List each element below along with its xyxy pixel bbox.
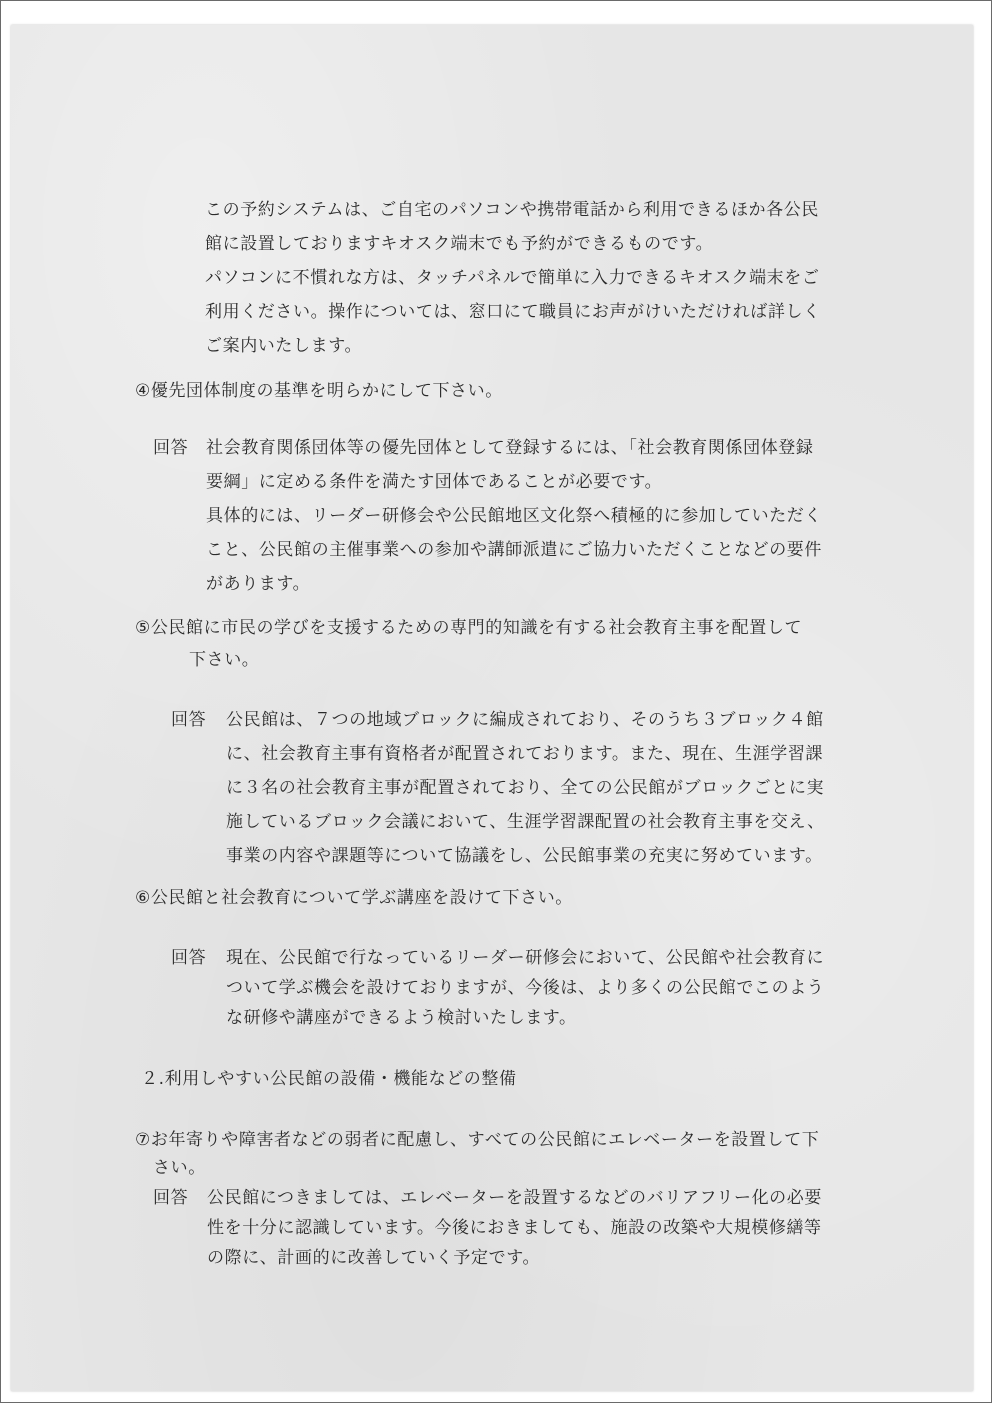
intro-line-4: 利用ください。操作については、窓口にて職員にお声がけいただければ詳しく	[205, 302, 821, 322]
q7-answer-line-1: 公民館につきましては、エレベーターを設置するなどのバリアフリー化の必要	[207, 1188, 822, 1208]
intro-line-2: 館に設置しておりますキオスク端末でも予約ができるものです。	[205, 234, 714, 254]
q7-answer-line-3: の際に、計画的に改善していく予定です。	[207, 1248, 541, 1268]
q5-question-line-2: 下さい。	[189, 650, 260, 670]
q4-answer-line-2: 要綱」に定める条件を満たす団体であることが必要です。	[206, 472, 663, 492]
q4-answer-line-3: 具体的には、リーダー研修会や公民館地区文化祭へ積極的に参加していただく	[206, 506, 822, 526]
q4-question: ④優先団体制度の基準を明らかにして下さい。	[135, 381, 503, 401]
q6-answer-line-1: 現在、公民館で行なっているリーダー研修会において、公民館や社会教育に	[226, 948, 825, 968]
q5-answer-line-5: 事業の内容や課題等について協議をし、公民館事業の充実に努めています。	[226, 846, 823, 866]
q4-answer-line-5: があります。	[206, 574, 311, 594]
q6-answer-line-3: な研修や講座ができるよう検討いたします。	[226, 1008, 577, 1028]
q7-question-line-1: ⑦お年寄りや障害者などの弱者に配慮し、すべての公民館にエレベーターを設置して下	[135, 1130, 820, 1150]
q4-answer-line-1: 社会教育関係団体等の優先団体として登録するには、「社会教育関係団体登録	[206, 438, 814, 458]
q5-answer-line-3: に３名の社会教育主事が配置されており、全ての公民館がブロックごとに実	[226, 778, 825, 798]
q5-answer-line-2: に、社会教育主事有資格者が配置されております。また、現在、生涯学習課	[226, 744, 824, 764]
q7-answer-line-2: 性を十分に認識しています。今後におきましても、施設の改築や大規模修繕等	[207, 1218, 822, 1238]
section-2-heading: ２.利用しやすい公民館の設備・機能などの整備	[141, 1069, 517, 1089]
intro-line-1: この予約システムは、ご自宅のパソコンや携帯電話から利用できるほか各公民	[205, 200, 819, 220]
q7-answer-label: 回答	[153, 1188, 189, 1208]
q6-answer-label: 回答	[171, 948, 207, 968]
q5-answer-line-1: 公民館は、７つの地域ブロックに編成されており、そのうち３ブロック４館	[226, 710, 824, 730]
q7-question-line-2: さい。	[153, 1158, 206, 1178]
q6-question: ⑥公民館と社会教育について学ぶ講座を設けて下さい。	[135, 888, 573, 908]
q6-answer-line-2: ついて学ぶ機会を設けておりますが、今後は、より多くの公民館でこのよう	[226, 978, 825, 998]
q4-answer-label: 回答	[153, 438, 189, 458]
q4-answer-line-4: こと、公民館の主催事業への参加や講師派遣にご協力いただくことなどの要件	[206, 540, 822, 560]
q5-question-line-1: ⑤公民館に市民の学びを支援するための専門的知識を有する社会教育主事を配置して	[135, 618, 803, 638]
q5-answer-label: 回答	[171, 710, 207, 730]
intro-line-5: ご案内いたします。	[205, 336, 363, 356]
intro-line-3: パソコンに不慣れな方は、タッチパネルで簡単に入力できるキオスク端末をご	[205, 268, 820, 288]
q5-answer-line-4: 施しているブロック会議において、生涯学習課配置の社会教育主事を交え、	[226, 812, 825, 832]
